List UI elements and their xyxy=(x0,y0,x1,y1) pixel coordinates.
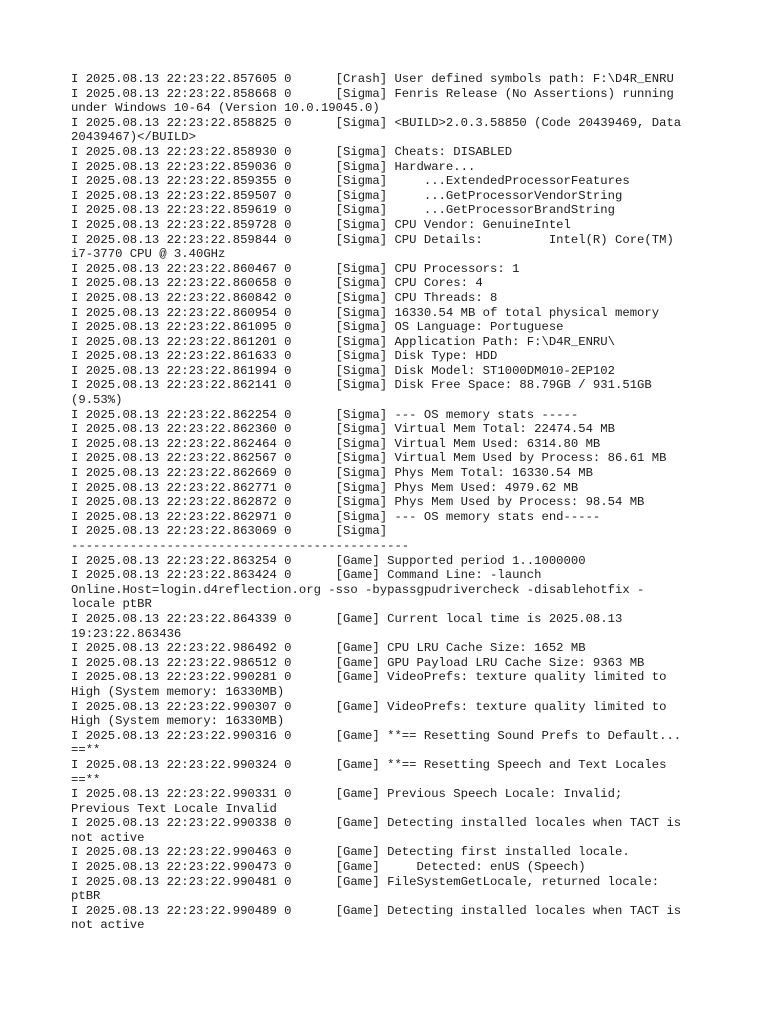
log-line: I 2025.08.13 22:23:22.858825 0 [Sigma] <BUILD>2.0.3.58850 (Code 20439469, Data 20439467)</BUILD> xyxy=(71,115,682,145)
log-line: I 2025.08.13 22:23:22.862771 0 [Sigma] Phys Mem Used: 4979.62 MB xyxy=(71,480,579,495)
log-line: I 2025.08.13 22:23:22.859619 0 [Sigma] ...GetProcessorBrandString xyxy=(71,203,615,218)
log-line: I 2025.08.13 22:23:22.861095 0 [Sigma] OS Language: Portuguese xyxy=(71,320,564,335)
log-line: I 2025.08.13 22:23:22.860842 0 [Sigma] CPU Threads: 8 xyxy=(71,290,498,305)
log-line: I 2025.08.13 22:23:22.860467 0 [Sigma] CPU Processors: 1 xyxy=(71,261,520,276)
log-line: I 2025.08.13 22:23:22.862254 0 [Sigma] --- OS memory stats ----- xyxy=(71,407,579,422)
log-line: I 2025.08.13 22:23:22.990331 0 [Game] Previous Speech Locale: Invalid; Previous Text Locale Invalid xyxy=(71,787,623,816)
log-line: I 2025.08.13 22:23:22.990324 0 [Game] **== Resetting Speech and Text Locales ==** xyxy=(71,757,667,787)
log-line: I 2025.08.13 22:23:22.990463 0 [Game] Detecting first installed locale. xyxy=(71,845,630,860)
log-line: I 2025.08.13 22:23:22.990338 0 [Game] Detecting installed locales when TACT is not active xyxy=(71,816,682,845)
log-line: I 2025.08.13 22:23:22.863424 0 [Game] Command Line: -launch Online.Host=login.d4reflection.org -sso -bypassgpudrivercheck -disablehotfix - locale ptBR xyxy=(71,568,645,612)
log-line: I 2025.08.13 22:23:22.861994 0 [Sigma] Disk Model: ST1000DM010-2EP102 xyxy=(71,363,615,378)
log-line: I 2025.08.13 22:23:22.864339 0 [Game] Current local time is 2025.08.13 19:23:22.863436 xyxy=(71,611,623,641)
log-line: I 2025.08.13 22:23:22.990316 0 [Game] **== Resetting Sound Prefs to Default... ==** xyxy=(71,728,682,758)
log-line: I 2025.08.13 22:23:22.986492 0 [Game] CPU LRU Cache Size: 1652 MB xyxy=(71,641,586,656)
log-line: ---------------------------------------------- xyxy=(71,539,410,553)
log-document xyxy=(71,72,711,933)
log-line: I 2025.08.13 22:23:22.990489 0 [Game] Detecting installed locales when TACT is not active xyxy=(71,903,682,933)
log-line: I 2025.08.13 22:23:22.857605 0 [Crash] User defined symbols path: F:\D4R_ENRU xyxy=(71,72,674,86)
log-line: I 2025.08.13 22:23:22.858668 0 [Sigma] Fenris Release (No Assertions) running under Windows 10-64 (Version 10.0.19045.0) xyxy=(71,86,674,116)
log-line: I 2025.08.13 22:23:22.862141 0 [Sigma] Disk Free Space: 88.79GB / 931.51GB (9.53%) xyxy=(71,378,652,408)
log-line: I 2025.08.13 22:23:22.990307 0 [Game] VideoPrefs: texture quality limited to High (System memory: 16330MB) xyxy=(71,699,667,729)
log-line: I 2025.08.13 22:23:22.862567 0 [Sigma] Virtual Mem Used by Process: 86.61 MB xyxy=(71,451,667,466)
log-line: I 2025.08.13 22:23:22.861201 0 [Sigma] Application Path: F:\D4R_ENRU\ xyxy=(71,334,615,349)
log-line: I 2025.08.13 22:23:22.861633 0 [Sigma] Disk Type: HDD xyxy=(71,349,498,364)
log-line: I 2025.08.13 22:23:22.860658 0 [Sigma] CPU Cores: 4 xyxy=(71,276,483,291)
log-line: I 2025.08.13 22:23:22.859036 0 [Sigma] Hardware... xyxy=(71,159,476,174)
log-line: I 2025.08.13 22:23:22.862971 0 [Sigma] --- OS memory stats end----- xyxy=(71,509,601,524)
log-line: I 2025.08.13 22:23:22.860954 0 [Sigma] 16330.54 MB of total physical memory xyxy=(71,305,660,320)
log-line: I 2025.08.13 22:23:22.859844 0 [Sigma] CPU Details: Intel(R) Core(TM) i7-3770 CPU @ 3.40GHz xyxy=(71,232,674,262)
log-line: I 2025.08.13 22:23:22.990281 0 [Game] VideoPrefs: texture quality limited to High (System memory: 16330MB) xyxy=(71,670,667,699)
log-line: I 2025.08.13 22:23:22.990481 0 [Game] FileSystemGetLocale, returned locale: ptBR xyxy=(71,874,660,904)
log-line: I 2025.08.13 22:23:22.858930 0 [Sigma] Cheats: DISABLED xyxy=(71,144,513,159)
log-line: I 2025.08.13 22:23:22.863254 0 [Game] Supported period 1..1000000 xyxy=(71,553,586,568)
log-line: I 2025.08.13 22:23:22.859355 0 [Sigma] ...ExtendedProcessorFeatures xyxy=(71,174,630,189)
log-line: I 2025.08.13 22:23:22.990473 0 [Game] Detected: enUS (Speech) xyxy=(71,860,586,875)
log-line: I 2025.08.13 22:23:22.859728 0 [Sigma] CPU Vendor: GenuineIntel xyxy=(71,217,571,232)
log-line: I 2025.08.13 22:23:22.862360 0 [Sigma] Virtual Mem Total: 22474.54 MB xyxy=(71,422,615,437)
log-line: I 2025.08.13 22:23:22.862872 0 [Sigma] Phys Mem Used by Process: 98.54 MB xyxy=(71,495,645,510)
log-line: I 2025.08.13 22:23:22.986512 0 [Game] GPU Payload LRU Cache Size: 9363 MB xyxy=(71,655,645,670)
log-line: I 2025.08.13 22:23:22.859507 0 [Sigma] ...GetProcessorVendorString xyxy=(71,188,623,203)
log-line: I 2025.08.13 22:23:22.862669 0 [Sigma] Phys Mem Total: 16330.54 MB xyxy=(71,466,593,481)
log-text xyxy=(71,72,711,933)
log-line: I 2025.08.13 22:23:22.862464 0 [Sigma] Virtual Mem Used: 6314.80 MB xyxy=(71,436,601,451)
log-line: I 2025.08.13 22:23:22.863069 0 [Sigma] xyxy=(71,524,388,539)
